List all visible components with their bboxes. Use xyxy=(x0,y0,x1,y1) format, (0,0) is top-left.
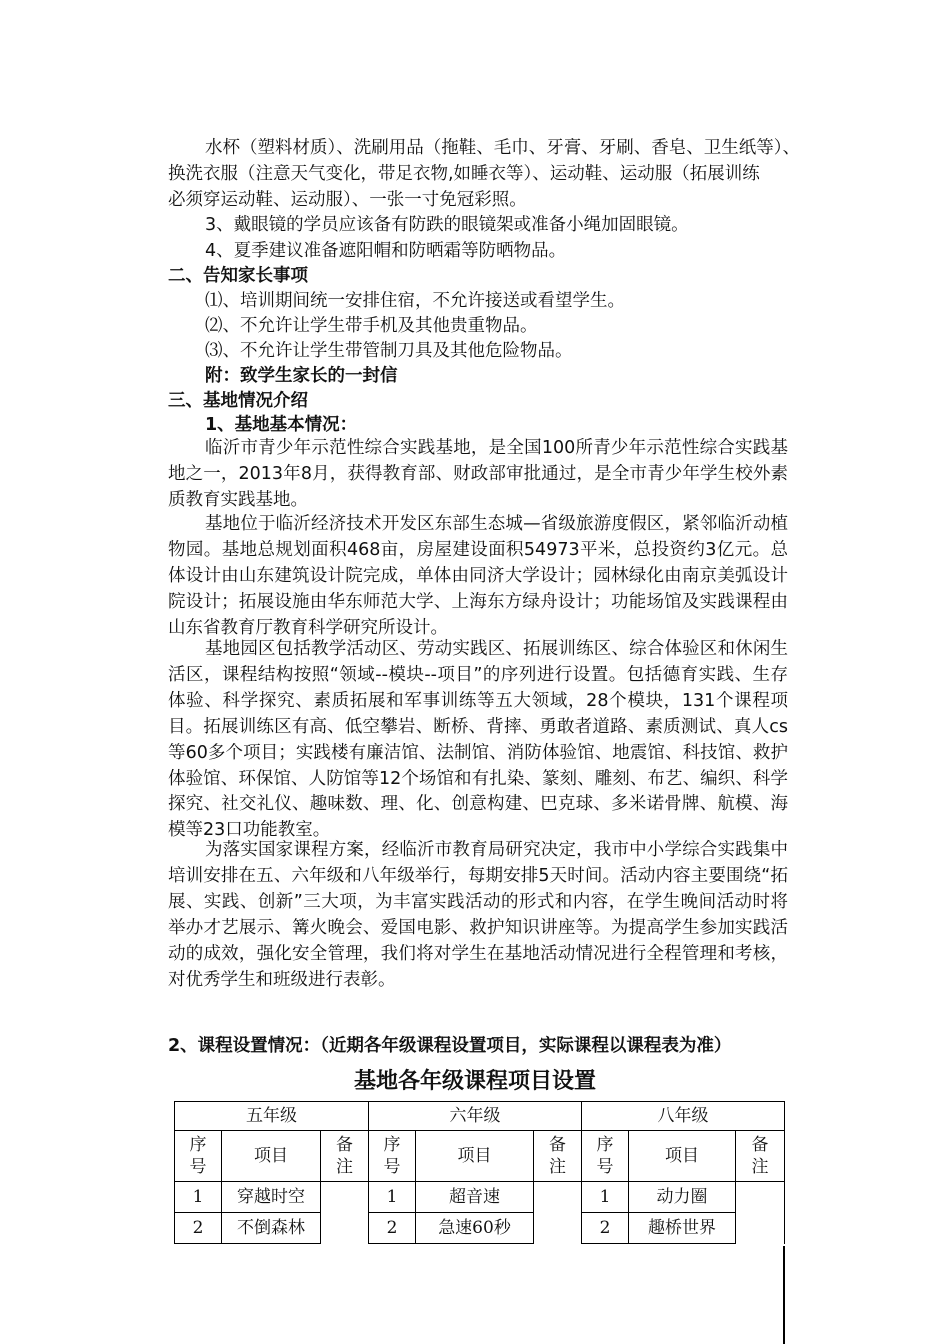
table-cell-note xyxy=(736,1182,785,1244)
section-heading-base: 三、基地情况介绍 xyxy=(168,391,308,411)
grade-header: 八年级 xyxy=(582,1102,785,1131)
table-cell-item: 急速60秒 xyxy=(416,1213,534,1244)
table-cell-note xyxy=(321,1182,369,1244)
grade-header: 六年级 xyxy=(369,1102,582,1131)
col-header-seq: 序 号 xyxy=(582,1131,629,1182)
text-line: ⑶、不允许让学生带管制刀具及其他危险物品。 xyxy=(205,341,573,361)
table-cell-seq: 2 xyxy=(582,1213,629,1244)
attachment-note: 附：致学生家长的一封信 xyxy=(205,366,398,386)
table-cell-seq: 1 xyxy=(369,1182,416,1213)
table-row xyxy=(175,1182,785,1213)
subsection-heading-basic: 1、基地基本情况： xyxy=(205,415,358,435)
table-continuation-line xyxy=(783,1246,785,1344)
paragraph-base-areas: 基地园区包括教学活动区、劳动实践区、拓展训练区、综合体验区和休闲生活区，课程结构按照“领域--模块--项目”的序列进行设置。包括德育实践、生存体验、科学探究、素质拓展和军事训练等五大领域，28个模块，131个课程项目。拓展训练区有高、低空攀岩、断桥、背摔、勇敢者道路、素质测试、真人cs等60多个项目；实践楼有廉洁馆、法制馆、消防体验馆、地震馆、科技馆、救护体验馆、环保馆、人防馆等12个场馆和有扎染、篆刻、雕刻、布艺、编织、科学探究、社交礼仪、趣味数、理、化、创意构建、巴克球、多米诺骨牌、航模、海模等23口功能教室。 xyxy=(168,639,788,841)
table-cell-seq: 2 xyxy=(369,1213,416,1244)
table-cell-seq: 1 xyxy=(175,1182,222,1213)
col-header-item: 项目 xyxy=(416,1131,534,1182)
table-row xyxy=(175,1213,785,1244)
col-header-seq: 序 号 xyxy=(369,1131,416,1182)
text-line: ⑵、不允许让学生带手机及其他贵重物品。 xyxy=(205,316,538,336)
text-line: 水杯（塑料材质）、洗刷用品（拖鞋、毛巾、牙膏、牙刷、香皂、卫生纸等）、 xyxy=(205,138,800,158)
col-header-item: 项目 xyxy=(629,1131,736,1182)
section2-heading: 2、课程设置情况：（近期各年级课程设置项目，实际课程以课程表为准） xyxy=(168,1036,732,1056)
table-cell-item: 趣桥世界 xyxy=(629,1213,736,1244)
section-heading-parents: 二、告知家长事项 xyxy=(168,266,308,286)
course-table xyxy=(174,1101,785,1244)
grade-header: 五年级 xyxy=(175,1102,369,1131)
table-cell-note xyxy=(534,1182,582,1244)
col-header-note: 备 注 xyxy=(321,1131,369,1182)
text-line: ⑴、培训期间统一安排住宿，不允许接送或看望学生。 xyxy=(205,291,625,311)
table-title: 基地各年级课程项目设置 xyxy=(353,1069,596,1094)
paragraph-training-plan: 为落实国家课程方案，经临沂市教育局研究决定，我市中小学综合实践集中培训安排在五、六年级和八年级举行，每期安排5天时间。活动内容主要围绕“拓展、实践、创新”三大项，为丰富实践活动的形式和内容，在学生晚间活动时将举办才艺展示、篝火晚会、爱国电影、救护知识讲座等。为提高学生参加实践活动的成效，强化安全管理，我们将对学生在基地活动情况进行全程管理和考核，对优秀学生和班级进行表彰。 xyxy=(168,840,788,990)
table-cell-item: 穿越时空 xyxy=(222,1182,321,1213)
text-line: 换洗衣服（注意天气变化，带足衣物,如睡衣等）、运动鞋、运动服（拓展训练 xyxy=(168,164,760,184)
col-header-note: 备 注 xyxy=(534,1131,582,1182)
table-cell-seq: 1 xyxy=(582,1182,629,1213)
text-line: 4、夏季建议准备遮阳帽和防晒霜等防晒物品。 xyxy=(205,241,567,261)
table-cell-item: 动力圈 xyxy=(629,1182,736,1213)
table-cell-seq: 2 xyxy=(175,1213,222,1244)
table-cell-item: 超音速 xyxy=(416,1182,534,1213)
text-line: 必须穿运动鞋、运动服）、一张一寸免冠彩照。 xyxy=(168,190,527,210)
text-line: 3、戴眼镜的学员应该备有防跌的眼镜架或准备小绳加固眼镜。 xyxy=(205,215,689,235)
paragraph-base-overview: 临沂市青少年示范性综合实践基地，是全国100所青少年示范性综合实践基地之一，2013年8月，获得教育部、财政部审批通过，是全市青少年学生校外素质教育实践基地。 xyxy=(168,438,788,510)
col-header-note: 备 注 xyxy=(736,1131,785,1182)
paragraph-base-location: 基地位于临沂经济技术开发区东部生态城—省级旅游度假区，紧邻临沂动植物园。基地总规划面积468亩，房屋建设面积54973平米，总投资约3亿元。总体设计由山东建筑设计院完成，单体由同济大学设计；园林绿化由南京美弧设计院设计；拓展设施由华东师范大学、上海东方绿舟设计；功能场馆及实践课程由山东省教育厅教育科学研究所设计。 xyxy=(168,514,788,638)
table-cell-item: 不倒森林 xyxy=(222,1213,321,1244)
col-header-item: 项目 xyxy=(222,1131,321,1182)
col-header-seq: 序 号 xyxy=(175,1131,222,1182)
